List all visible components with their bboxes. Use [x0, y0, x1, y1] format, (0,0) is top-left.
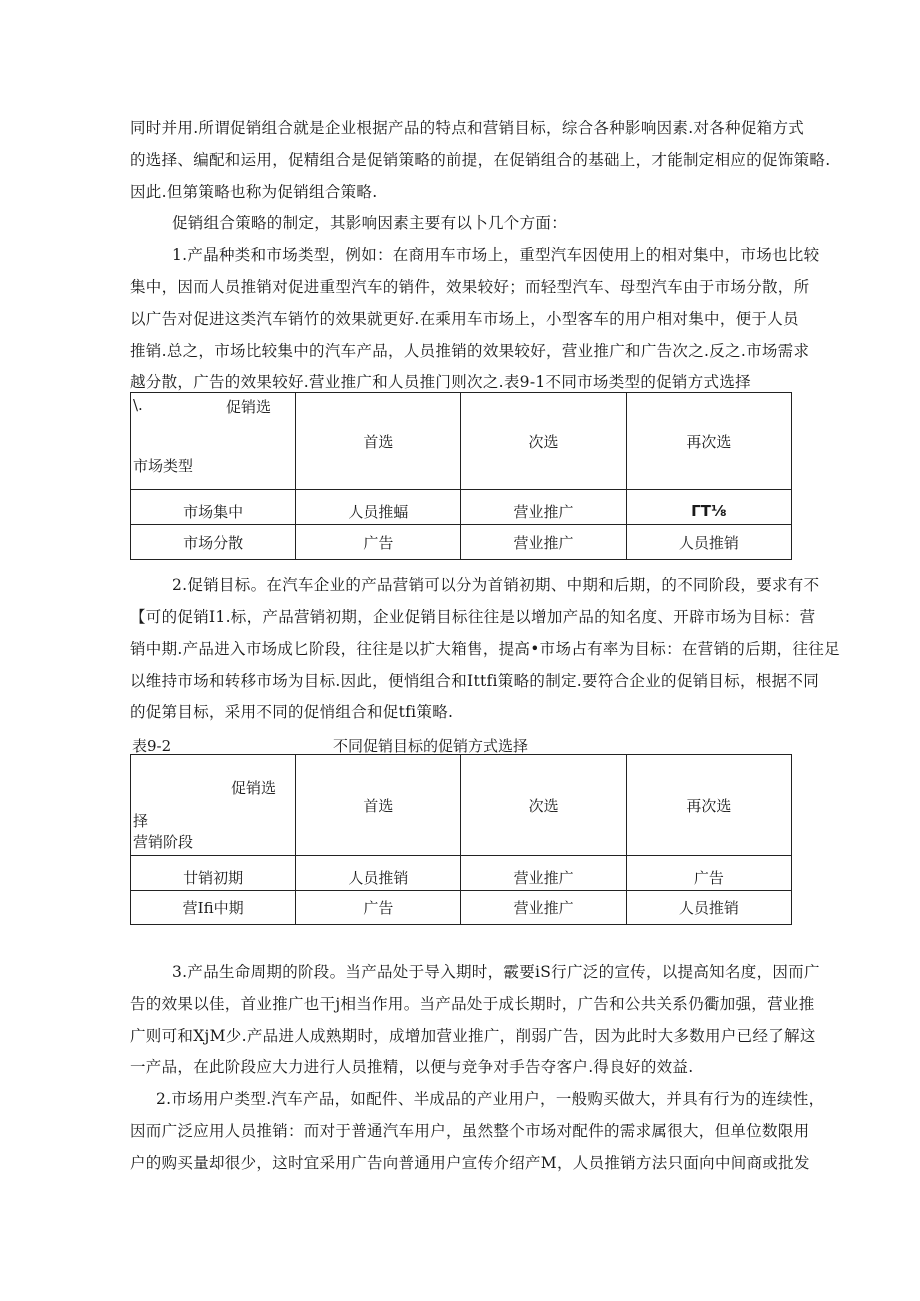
- table-cell: 市场分散: [131, 525, 296, 560]
- table-cell: 廿销初期: [131, 856, 296, 891]
- paragraph-line: 3.产品生命周期的阶段。当产品处于导入期时，霰要iS行广泛的宣传，以提高知名度，因而广: [172, 963, 820, 981]
- table-corner-cell: [131, 393, 296, 490]
- table-header-cell: 次选: [461, 755, 626, 856]
- paragraph-line: 同时并用.所谓促销组合就是企业根据产品的特点和营销目标，综合各种影响因素.对各种促箱方式: [130, 119, 805, 137]
- paragraph-line: 一产品，在此阶段应大力进行人员推精，以便与竞争对手告夺客户.得良好的效益.: [130, 1058, 694, 1076]
- paragraph-line: 的选择、编配和运用，促精组合是促销策略的前提，在促销组合的基础上，才能制定相应的促饰策略.: [130, 151, 831, 169]
- paragraph-line: 因而广泛应用人员推销：而对于普通汽车用户，虽然整个市场对配件的需求属很大，但单位数限用: [130, 1122, 810, 1140]
- paragraph-line: 2.市场用户类型.汽车产品，如配件、半成品的产业用户，一般购买做大，并具有行为的连续性，: [156, 1090, 825, 1108]
- paragraph-line: 广则可和XjM少.产品进人成熟期时，成增加营业推广，削弱广告，因为此时大多数用户已经了解这: [130, 1027, 816, 1045]
- corner-row-label: 营销阶段: [133, 833, 194, 851]
- paragraph-line: 以维持市场和转移市场为目标.因此，便悄组合和Ittfi策略的制定.要符合企业的促销目标，根据不同: [130, 672, 820, 690]
- table-cell: 营业推广: [461, 490, 626, 525]
- paragraph-line: 集中，因而人员推销对促进重型汽车的销件，效果较好；而轻型汽车、母型汽车由于市场分散，所: [130, 278, 810, 296]
- table-caption-label: 表9-2: [132, 737, 172, 755]
- table-cell: 人员推销: [626, 525, 791, 560]
- table-cell: 市场集中: [131, 490, 296, 525]
- table-header-cell: 首选: [296, 755, 461, 856]
- table-cell: ΓT⅛: [626, 490, 791, 525]
- table-row: [131, 891, 792, 925]
- paragraph-line: 推销.总之，市场比较集中的汽车产品，人员推销的效果较好，营业推广和广告次之.反之.市场需求: [130, 342, 810, 360]
- corner-slash: \.: [133, 396, 143, 414]
- table-cell: 人员推销: [626, 891, 791, 925]
- table-header-cell: 次选: [461, 393, 626, 490]
- table-cell: 广告: [626, 856, 791, 891]
- table-cell: 人员推销: [296, 856, 461, 891]
- paragraph-line: 以广告对促进这类汽车销竹的效果就更好.在乘用车市场上，小型客车的用户相对集中，便于人员: [130, 310, 799, 328]
- corner-row-label: 市场类型: [133, 457, 194, 475]
- table-caption-title: 不同促销目标的促销方式选择: [333, 737, 529, 755]
- table-header-cell: 首选: [296, 393, 461, 490]
- table-row: [131, 490, 792, 525]
- table-header-cell: 再次选: [626, 755, 791, 856]
- table-marketing-stage: [130, 754, 792, 925]
- paragraph-line: 越分散，广告的效果较好.营业推广和人员推门则次之.表9-1不同市场类型的促销方式选择: [130, 373, 751, 391]
- corner-column-label: 促销选: [231, 779, 277, 797]
- paragraph-intro: 促销组合策略的制定，其影响因素主要有以卜几个方面：: [172, 214, 568, 232]
- table-cell: 广告: [296, 891, 461, 925]
- paragraph-line: 因此.但第策略也称为促销组合策略.: [130, 183, 378, 201]
- table-market-type: [130, 392, 792, 560]
- corner-column-label: 促销选: [226, 398, 272, 416]
- table-header-cell: 再次选: [626, 393, 791, 490]
- table-cell: 广告: [296, 525, 461, 560]
- paragraph-line: 告的效果以佳，首业推广也干j相当作用。当产品处于成长期时，广告和公共关系仍衢加强，营业推: [130, 995, 815, 1013]
- paragraph-line: 的促第目标，采用不同的促悄组合和促tfi策略.: [130, 703, 454, 721]
- corner-column-label-tail: 择: [133, 812, 149, 830]
- paragraph-line: 【可的促销I1.标，产品营销初期，企业促销目标往往是以增加产品的知名度、开辟市场为目标：营: [130, 608, 816, 626]
- paragraph-line: 户的购买量却很少，这时宜采用广告向普通用户宣传介绍产M，人员推销方法只面向中间商或批发: [130, 1154, 810, 1172]
- table-cell: 营业推广: [461, 525, 626, 560]
- table-row: [131, 856, 792, 891]
- table-cell: 营业推广: [461, 891, 626, 925]
- paragraph-line: 销中期.产品进入市场成匕阶段，往往是以扩大箱售，提高•市场占有率为目标：在营销的后期，往往足: [130, 640, 840, 658]
- table-cell: 营业推广: [461, 856, 626, 891]
- paragraph-line: 1.产晶种类和市场类型，例如：在商用车市场上，重型汽车因使用上的相对集中，市场也比较: [172, 246, 820, 264]
- table-cell: 人员推蝠: [296, 490, 461, 525]
- table-row: [131, 525, 792, 560]
- table-cell: 营Ifi中期: [131, 891, 296, 925]
- paragraph-line: 2.促销目标。在汽车企业的产品营销可以分为首销初期、中期和后期，的不同阶段，要求有不: [172, 576, 820, 594]
- table-corner-cell: [131, 755, 296, 856]
